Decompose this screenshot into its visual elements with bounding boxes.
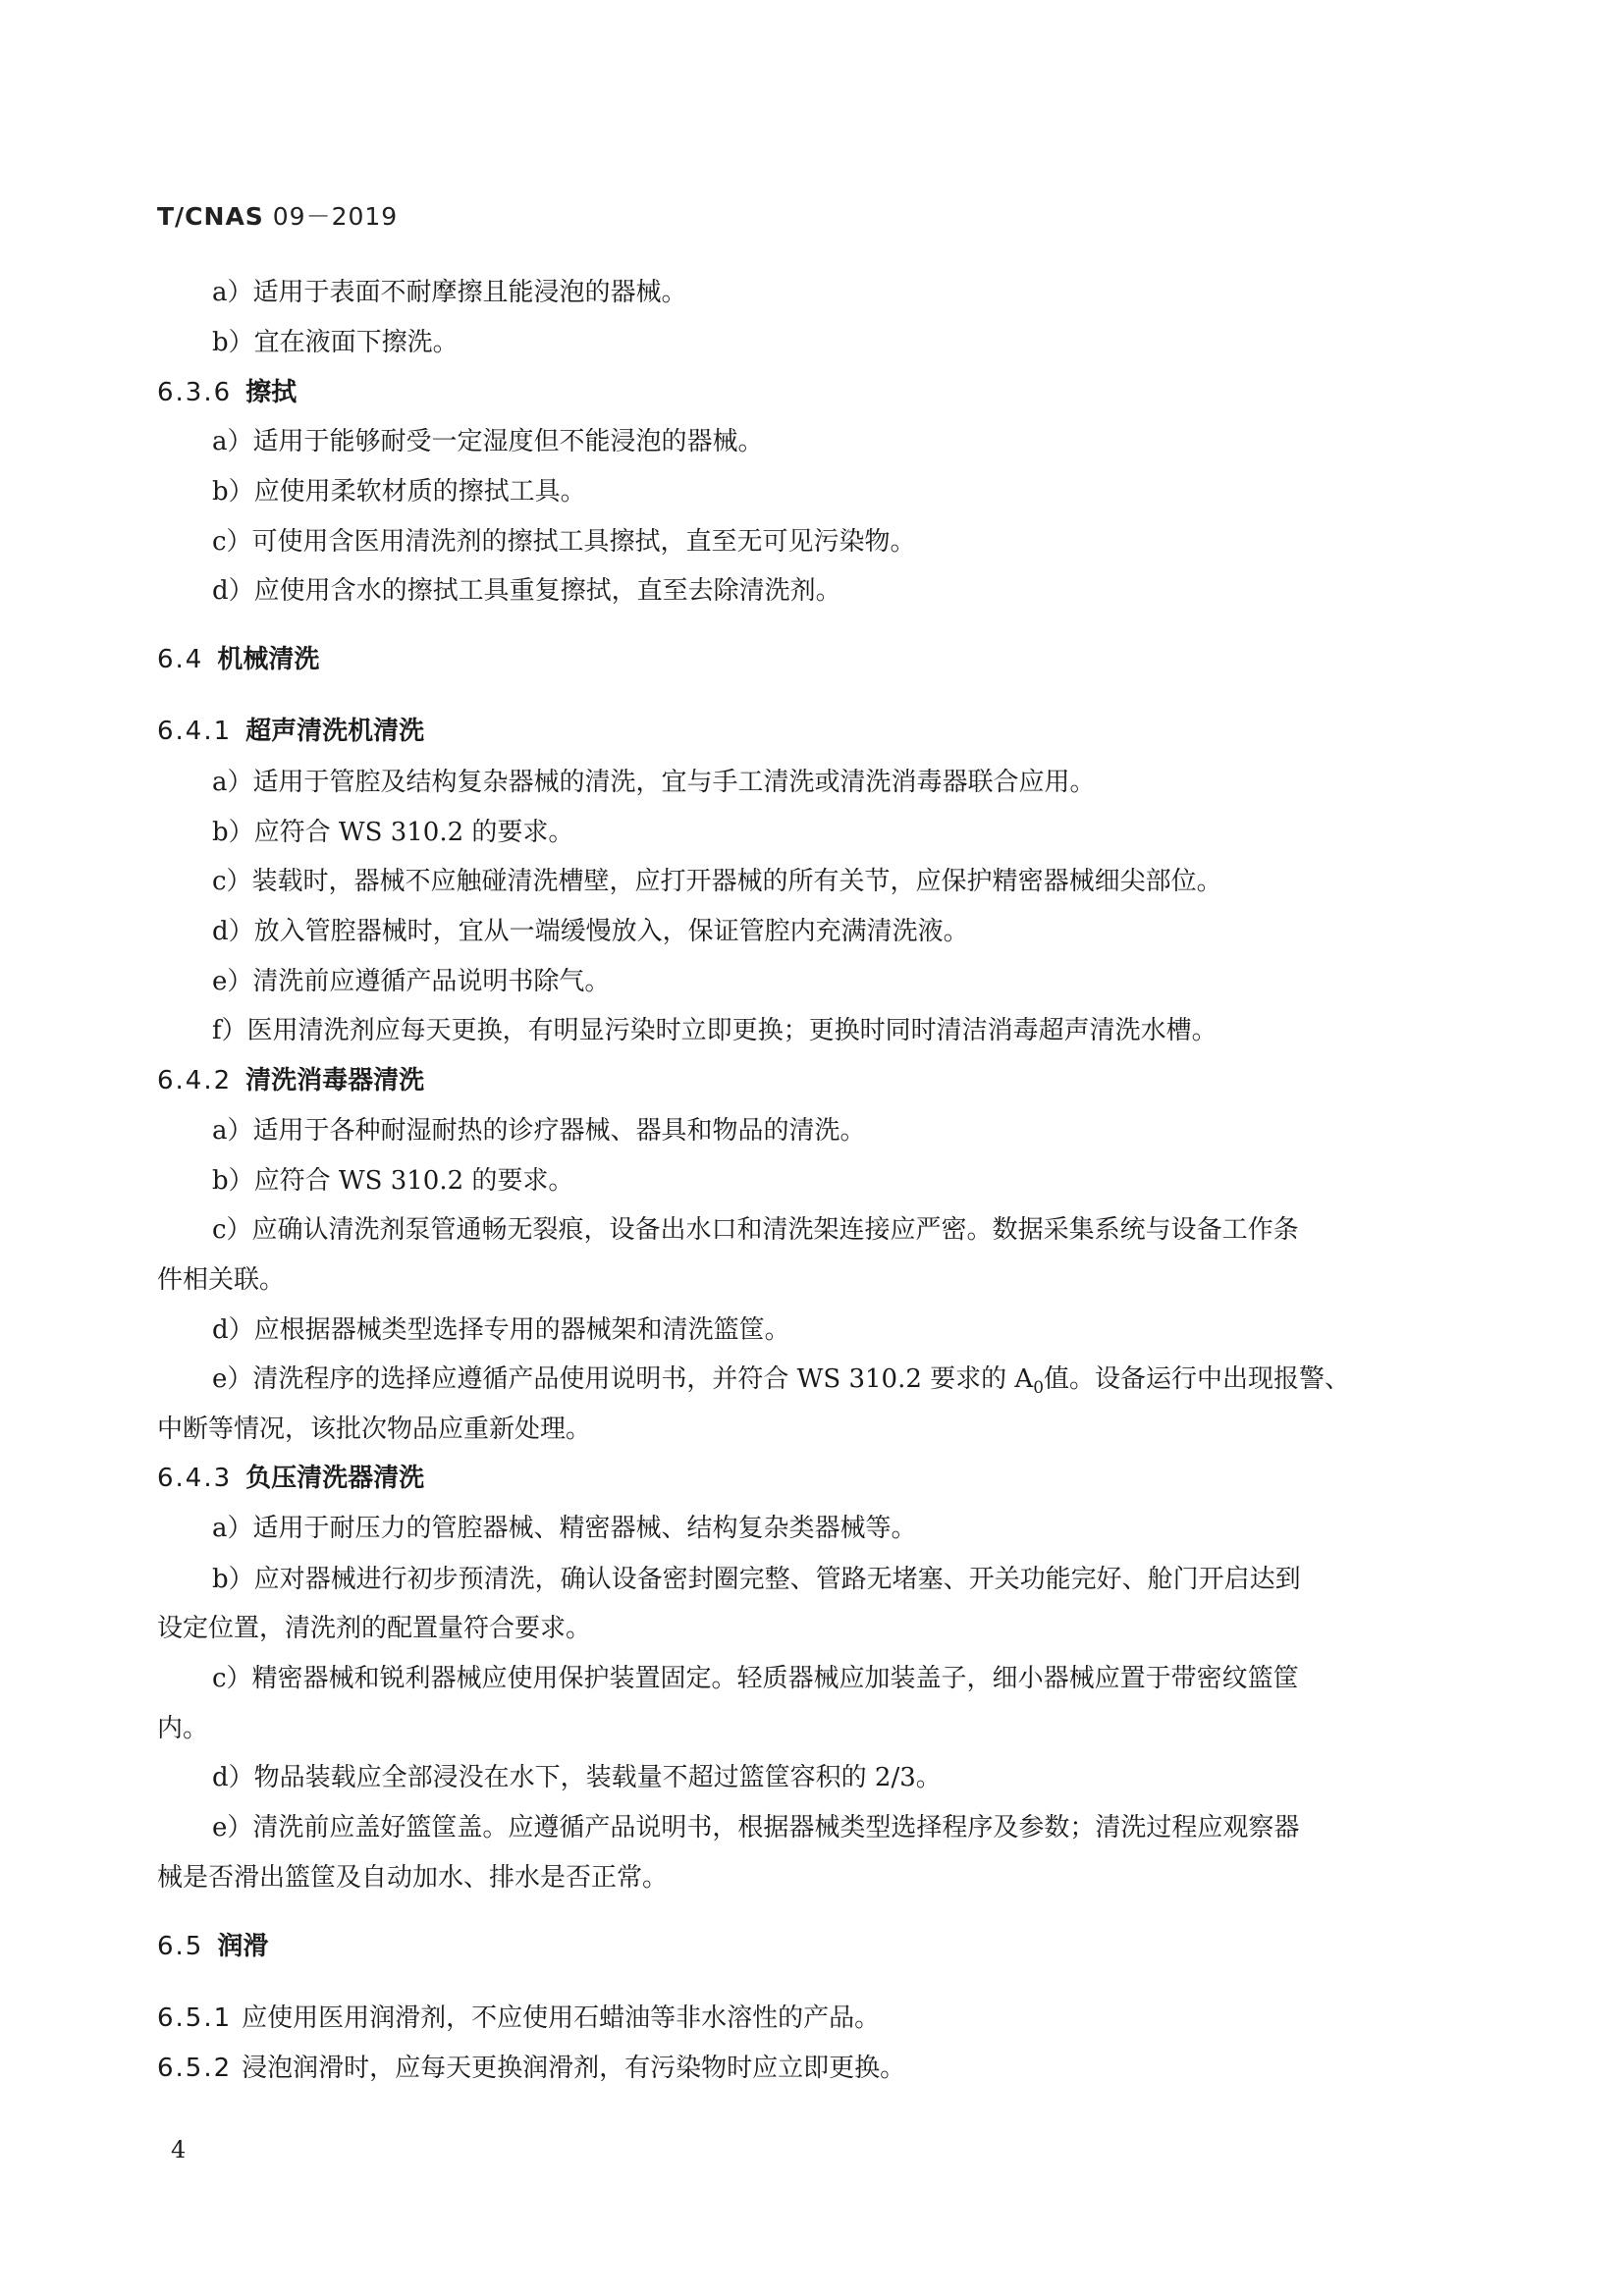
- list-item: b）应符合 WS 310.2 的要求。: [212, 1166, 574, 1196]
- list-item: a）适用于能够耐受一定湿度但不能浸泡的器械。: [212, 427, 764, 456]
- doc-number: 09－2019: [272, 202, 399, 231]
- clause-text: 应使用医用润滑剂，不应使用石蜡油等非水溶性的产品。: [242, 2003, 881, 2033]
- section-heading-6-4: [157, 647, 319, 672]
- list-item: d）应使用含水的擦拭工具重复擦拭，直至去除清洗剂。: [212, 576, 841, 606]
- item-text: 值。设备运行中出现报警、: [1044, 1364, 1351, 1394]
- section-heading-6-3-6: [157, 380, 297, 405]
- section-heading-6-4-3: [157, 1466, 424, 1491]
- clause-6-5-2: [157, 2056, 905, 2081]
- list-item: a）适用于表面不耐摩擦且能浸泡的器械。: [212, 278, 687, 307]
- list-item: [212, 1366, 1350, 1397]
- list-item: a）适用于耐压力的管腔器械、精密器械、结构复杂类器械等。: [212, 1514, 917, 1543]
- list-item: b）应使用柔软材质的擦拭工具。: [212, 477, 586, 507]
- item-text: e）清洗程序的选择应遵循产品使用说明书，并符合 WS 310.2 要求的 A: [212, 1364, 1034, 1394]
- list-item: f）医用清洗剂应每天更换，有明显污染时立即更换；更换时同时清洁消毒超声清洗水槽。: [212, 1016, 1218, 1045]
- list-item: c）可使用含医用清洗剂的擦拭工具擦拭，直至无可见污染物。: [212, 527, 916, 557]
- section-title: 超声清洗机清洗: [245, 717, 425, 746]
- section-title: 润滑: [217, 1932, 269, 1961]
- list-item: c）应确认清洗剂泵管通畅无裂痕，设备出水口和清洗架连接应严密。数据采集系统与设备工作条: [212, 1215, 1299, 1245]
- clause-number: 6.5.1: [157, 2003, 233, 2033]
- clause-text: 浸泡润滑时，应每天更换润滑剂，有污染物时应立即更换。: [242, 2054, 906, 2083]
- section-heading-6-5: [157, 1934, 268, 1959]
- list-item: a）适用于各种耐湿耐热的诊疗器械、器具和物品的清洗。: [212, 1116, 866, 1146]
- section-heading-6-4-2: [157, 1068, 424, 1094]
- list-item-continuation: 械是否滑出篮筐及自动加水、排水是否正常。: [157, 1863, 669, 1893]
- list-item: d）放入管腔器械时，宜从一端缓慢放入，保证管腔内充满清洗液。: [212, 917, 969, 946]
- list-item-continuation: 内。: [157, 1714, 209, 1743]
- section-number: 6.4.2: [157, 1066, 233, 1095]
- clause-6-5-1: [157, 2005, 880, 2031]
- section-title: 负压清洗器清洗: [245, 1464, 425, 1493]
- list-item: a）适用于管腔及结构复杂器械的清洗，宜与手工清洗或清洗消毒器联合应用。: [212, 768, 1096, 797]
- list-item: d）物品装载应全部浸没在水下，装载量不超过篮筐容积的 2/3。: [212, 1763, 942, 1792]
- list-item: e）清洗前应盖好篮筐盖。应遵循产品说明书，根据器械类型选择程序及参数；清洗过程应观察器: [212, 1813, 1300, 1842]
- section-number: 6.5: [157, 1932, 204, 1961]
- list-item-continuation: 设定位置，清洗剂的配置量符合要求。: [157, 1614, 592, 1643]
- list-item: c）装载时，器械不应触碰清洗槽壁，应打开器械的所有关节，应保护精密器械细尖部位。: [212, 867, 1222, 896]
- document-identifier: [157, 197, 398, 233]
- list-item-continuation: 中断等情况，该批次物品应重新处理。: [157, 1415, 592, 1444]
- list-item: b）应对器械进行初步预清洗，确认设备密封圈完整、管路无堵塞、开关功能完好、舱门开启达到: [212, 1565, 1301, 1594]
- section-number: 6.4: [157, 645, 204, 674]
- list-item: d）应根据器械类型选择专用的器械架和清洗篮筐。: [212, 1315, 790, 1345]
- section-number: 6.3.6: [157, 378, 233, 407]
- clause-number: 6.5.2: [157, 2054, 233, 2083]
- list-item: b）宜在液面下擦洗。: [212, 328, 459, 357]
- section-title: 清洗消毒器清洗: [245, 1066, 425, 1095]
- list-item: c）精密器械和锐利器械应使用保护装置固定。轻质器械应加装盖子，细小器械应置于带密纹篮筐: [212, 1664, 1299, 1693]
- subscript: 0: [1033, 1378, 1045, 1399]
- list-item: b）应符合 WS 310.2 的要求。: [212, 818, 574, 847]
- section-number: 6.4.1: [157, 717, 233, 746]
- doc-code: T/CNAS: [157, 202, 264, 231]
- section-title: 擦拭: [245, 378, 298, 407]
- section-heading-6-4-1: [157, 719, 424, 744]
- page-number: 4: [171, 2136, 187, 2163]
- list-item: e）清洗前应遵循产品说明书除气。: [212, 967, 611, 996]
- section-title: 机械清洗: [217, 645, 320, 674]
- list-item-continuation: 件相关联。: [157, 1265, 286, 1295]
- section-number: 6.4.3: [157, 1464, 233, 1493]
